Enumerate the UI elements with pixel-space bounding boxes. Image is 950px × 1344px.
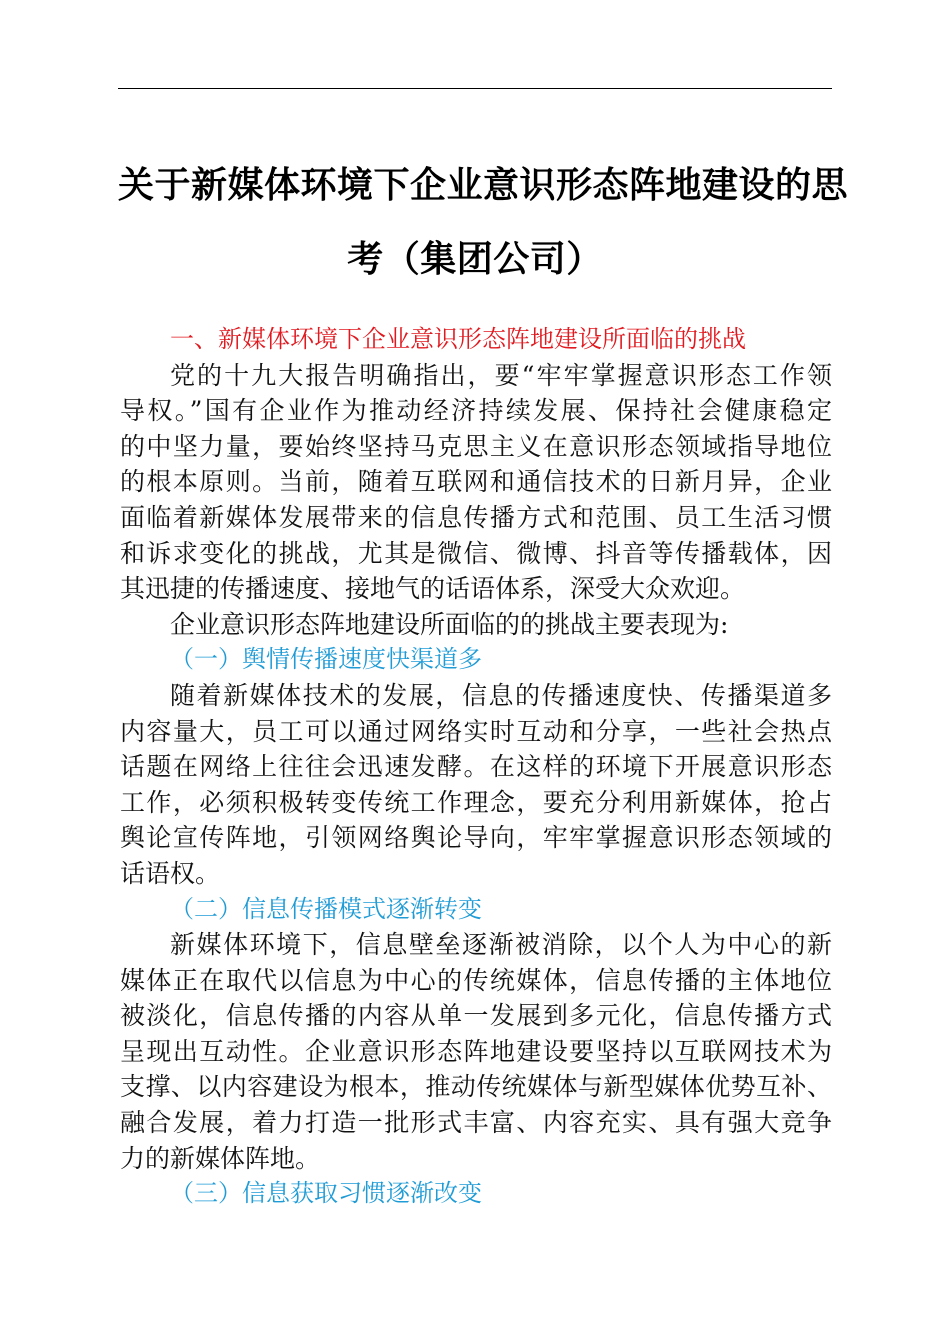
paragraph-line: 话语权。 xyxy=(120,858,221,888)
sub-heading-2: （二）信息传播模式逐渐转变 xyxy=(170,894,482,923)
paragraph-line: 导权。”国有企业作为推动经济持续发展、保持社会健康稳定 xyxy=(120,396,832,426)
paragraph-1 xyxy=(120,358,832,607)
paragraph-line: 力的新媒体阵地。 xyxy=(120,1143,321,1173)
paragraph-line: 被淡化，信息传播的内容从单一发展到多元化，信息传播方式 xyxy=(120,1001,832,1031)
paragraph-3 xyxy=(120,678,832,892)
paragraph-line: 舆论宣传阵地，引领网络舆论导向，牢牢掌握意识形态领域的 xyxy=(120,823,832,853)
paragraph-4 xyxy=(120,927,832,1176)
sub-heading-1: （一）舆情传播速度快渠道多 xyxy=(170,645,482,674)
sub-heading-3: （三）信息获取习惯逐渐改变 xyxy=(170,1179,482,1208)
paragraph-line: 的中坚力量，要始终坚持马克思主义在意识形态领域指导地位 xyxy=(120,431,832,461)
paragraph-line: 随着新媒体技术的发展，信息的传播速度快、传播渠道多 xyxy=(170,680,832,710)
paragraph-line: 呈现出互动性。企业意识形态阵地建设要坚持以互联网技术为 xyxy=(120,1036,832,1066)
paragraph-line: 支撑、以内容建设为根本，推动传统媒体与新型媒体优势互补、 xyxy=(120,1072,832,1102)
paragraph-line: 和诉求变化的挑战，尤其是微信、微博、抖音等传播载体，因 xyxy=(120,538,832,568)
paragraph-line: 内容量大，员工可以通过网络实时互动和分享，一些社会热点 xyxy=(120,716,832,746)
paragraph-line: 新媒体环境下，信息壁垒逐渐被消除，以个人为中心的新 xyxy=(170,930,832,960)
paragraph-line: 话题在网络上往往会迅速发酵。在这样的环境下开展意识形态 xyxy=(120,752,832,782)
paragraph-line: 企业意识形态阵地建设所面临的的挑战主要表现为: xyxy=(170,609,729,639)
paragraph-line: 融合发展，着力打造一批形式丰富、内容充实、具有强大竞争 xyxy=(120,1108,832,1138)
paragraph-2 xyxy=(120,607,832,643)
section-heading-1: 一、新媒体环境下企业意识形态阵地建设所面临的挑战 xyxy=(170,325,746,353)
header-rule xyxy=(118,88,832,89)
title-line-1: 关于新媒体环境下企业意识形态阵地建设的思 xyxy=(118,164,849,206)
paragraph-line: 面临着新媒体发展带来的信息传播方式和范围、员工生活习惯 xyxy=(120,502,832,532)
paragraph-line: 其迅捷的传播速度、接地气的话语体系，深受大众欢迎。 xyxy=(120,574,746,604)
paragraph-line: 的根本原则。当前，随着互联网和通信技术的日新月异，企业 xyxy=(120,467,832,497)
paragraph-line: 工作，必须积极转变传统工作理念，要充分利用新媒体，抢占 xyxy=(120,787,832,817)
document-title xyxy=(118,148,849,296)
document-body xyxy=(120,322,832,1212)
title-line-2: 考（集团公司） xyxy=(347,238,603,280)
paragraph-line: 党的十九大报告明确指出，要“牢牢掌握意识形态工作领 xyxy=(170,360,832,390)
paragraph-line: 媒体正在取代以信息为中心的传统媒体，信息传播的主体地位 xyxy=(120,965,832,995)
